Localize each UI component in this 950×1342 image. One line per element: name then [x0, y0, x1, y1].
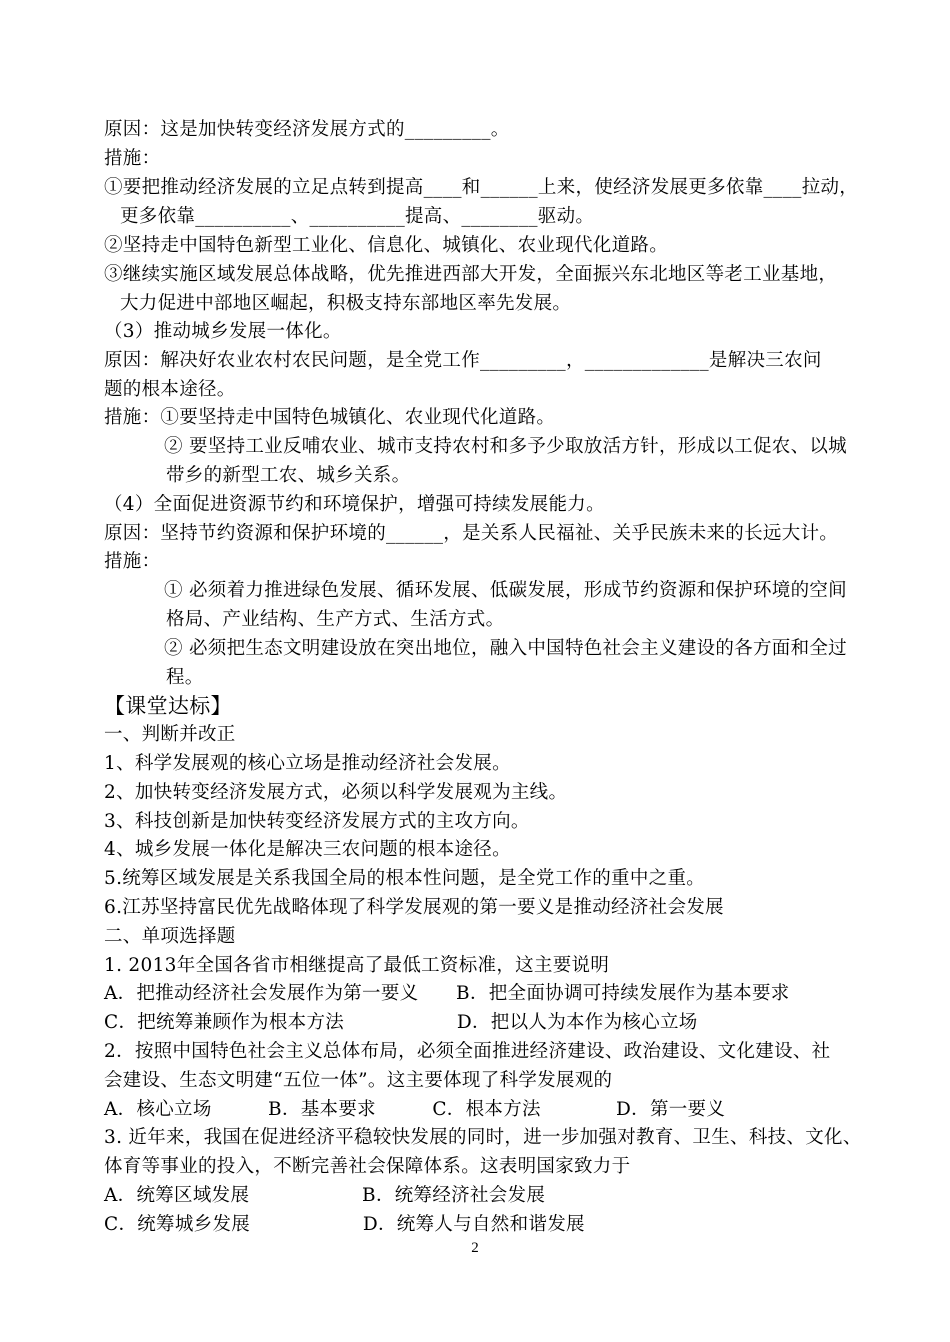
answer-options: A．核心立场 B．基本要求 C．根本方法 D．第一要义	[104, 1099, 726, 1120]
text-line: 大力促进中部地区崛起，积极支持东部地区率先发展。	[120, 293, 572, 314]
text-line: 原因：解决好农业农村农民问题，是全党工作_________，_____________是解决三农问	[104, 350, 822, 371]
text-line: ① 必须着力推进绿色发展、循环发展、低碳发展，形成节约资源和保护环境的空间	[164, 580, 847, 601]
question: 体育等事业的投入，不断完善社会保障体系。这表明国家致力于	[104, 1156, 631, 1177]
list-item: 6.江苏坚持富民优先战略体现了科学发展观的第一要义是推动经济社会发展	[104, 897, 724, 918]
text-line: ①要把推动经济发展的立足点转到提高____和______上来，使经济发展更多依靠____拉动，	[104, 177, 859, 198]
section-heading: （4）全面促进资源节约和环境保护，增强可持续发展能力。	[104, 494, 605, 515]
text-line: ② 必须把生态文明建设放在突出地位，融入中国特色社会主义建设的各方面和全过	[164, 638, 847, 659]
section-heading: （3）推动城乡发展一体化。	[104, 321, 342, 342]
text-line: ②坚持走中国特色新型工业化、信息化、城镇化、农业现代化道路。	[104, 235, 669, 256]
text-line: 原因：坚持节约资源和保护环境的______，是关系人民福祉、关乎民族未来的长远大计。	[104, 523, 839, 544]
question: 3. 近年来，我国在促进经济平稳较快发展的同时，进一步加强对教育、卫生、科技、文化、	[104, 1127, 862, 1148]
text-line: 格局、产业结构、生产方式、生活方式。	[166, 609, 505, 630]
text-line: 措施：	[104, 148, 161, 169]
text-line: 措施：	[104, 551, 161, 572]
text-line: 更多依靠__________、__________提高、________驱动。	[120, 206, 595, 227]
section-heading: 二、单项选择题	[104, 926, 236, 947]
question: 1. 2013年全国各省市相继提高了最低工资标准，这主要说明	[104, 955, 610, 976]
text-line: 原因：这是加快转变经济发展方式的_________。	[104, 119, 510, 140]
list-item: 1、科学发展观的核心立场是推动经济社会发展。	[104, 753, 511, 774]
section-heading: 一、判断并改正	[104, 724, 236, 745]
list-item: 5.统筹区域发展是关系我国全局的根本性问题，是全党工作的重中之重。	[104, 868, 706, 889]
answer-options: C．统筹城乡发展 D．统筹人与自然和谐发展	[104, 1214, 585, 1235]
list-item: 2、加快转变经济发展方式，必须以科学发展观为主线。	[104, 782, 568, 803]
page-number: 2	[471, 1240, 479, 1256]
list-item: 4、城乡发展一体化是解决三农问题的根本途径。	[104, 839, 511, 860]
question: 2．按照中国特色社会主义总体布局，必须全面推进经济建设、政治建设、文化建设、社	[104, 1041, 831, 1062]
text-line: 措施：①要坚持走中国特色城镇化、农业现代化道路。	[104, 407, 556, 428]
text-line: 带乡的新型工农、城乡关系。	[166, 465, 411, 486]
text-line: 程。	[166, 667, 204, 688]
text-line: ② 要坚持工业反哺农业、城市支持农村和多予少取放活方针，形成以工促农、以城	[164, 436, 847, 457]
question: 会建设、生态文明建“五位一体”。这主要体现了科学发展观的	[104, 1070, 613, 1091]
answer-options: A．把推动经济社会发展作为第一要义 B．把全面协调可持续发展作为基本要求	[104, 983, 790, 1004]
section-title: 【课堂达标】	[104, 694, 232, 718]
text-line: ③继续实施区域发展总体战略，优先推进西部大开发，全面振兴东北地区等老工业基地，	[104, 264, 838, 285]
list-item: 3、科技创新是加快转变经济发展方式的主攻方向。	[104, 811, 530, 832]
answer-options: C．把统筹兼顾作为根本方法 D．把以人为本作为核心立场	[104, 1012, 698, 1033]
text-line: 题的根本途径。	[104, 379, 236, 400]
answer-options: A．统筹区域发展 B．统筹经济社会发展	[104, 1185, 546, 1206]
